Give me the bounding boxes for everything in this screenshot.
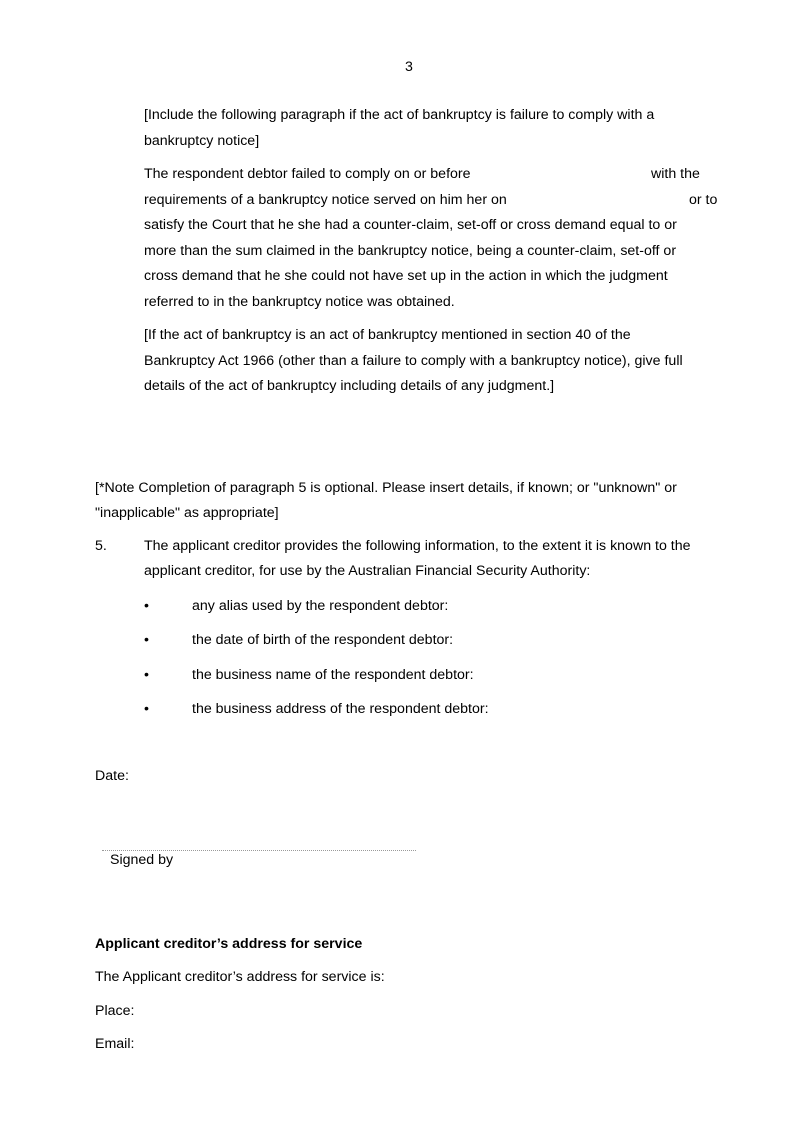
paragraph-5-line-1: The applicant creditor provides the following information, to the extent it is known to the [144,538,691,554]
paragraph-5-number: 5. [95,538,107,554]
address-for-service-intro: The Applicant creditor’s address for service is: [95,969,385,985]
bullet-icon: • [144,667,149,683]
place-label: Place: [95,1003,135,1019]
bullet-icon: • [144,598,149,614]
failure-paragraph-line-4: more than the sum claimed in the bankruptcy notice, being a counter-claim, set-off or [144,243,677,259]
date-label: Date: [95,768,129,784]
list-item-date-of-birth: the date of birth of the respondent debtor: [192,632,454,648]
page-number: 3 [405,59,413,75]
failure-paragraph-line-1a: The respondent debtor failed to comply on or before [144,166,471,182]
note-line-2: "inapplicable" as appropriate] [95,505,279,521]
other-act-instruction-line-3: details of the act of bankruptcy including details of any judgment.] [144,378,555,394]
failure-paragraph-line-3: satisfy the Court that he she had a counter-claim, set-off or cross demand equal to or [144,217,677,233]
note-line-1: [*Note Completion of paragraph 5 is optional. Please insert details, if known; or "unknown" or [95,480,677,496]
failure-paragraph-line-2b: or to [689,192,718,208]
other-act-instruction-line-1: [If the act of bankruptcy is an act of bankruptcy mentioned in section 40 of the [144,327,631,343]
list-item-alias: any alias used by the respondent debtor: [192,598,449,614]
list-item-business-name: the business name of the respondent debtor: [192,667,474,683]
failure-paragraph-line-5: cross demand that he she could not have set up in the action in which the judgment [144,268,668,284]
list-item-business-address: the business address of the respondent debtor: [192,701,489,717]
bullet-icon: • [144,632,149,648]
failure-instruction-line-2: bankruptcy notice] [144,133,260,149]
email-label: Email: [95,1036,135,1052]
bullet-icon: • [144,701,149,717]
failure-paragraph-line-6: referred to in the bankruptcy notice was obtained. [144,294,455,310]
signed-by-label: Signed by [110,852,174,868]
other-act-instruction-line-2: Bankruptcy Act 1966 (other than a failure to comply with a bankruptcy notice), give full [144,353,683,369]
paragraph-5-line-2: applicant creditor, for use by the Australian Financial Security Authority: [144,563,591,579]
address-for-service-heading: Applicant creditor’s address for service [95,936,363,952]
failure-paragraph-line-2a: requirements of a bankruptcy notice served on him her on [144,192,507,208]
failure-instruction-line-1: [Include the following paragraph if the act of bankruptcy is failure to comply with a [144,107,655,123]
failure-paragraph-line-1b: with the [651,166,700,182]
